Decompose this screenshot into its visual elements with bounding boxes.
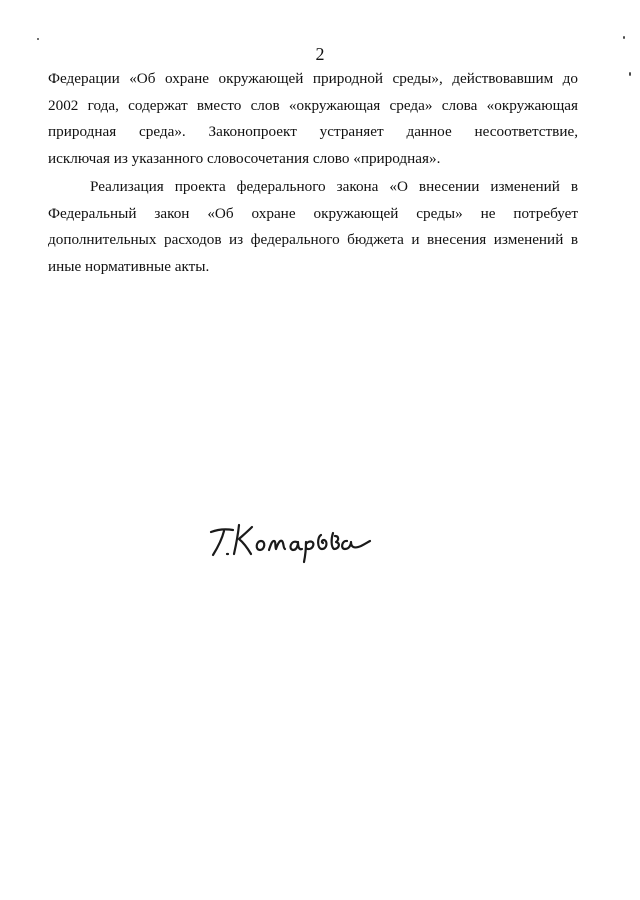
handwritten-signature [205, 505, 375, 565]
paragraph-1-line-2: 2002 года, содержат вместо слов «окружающая среда» слова «окружающая [48, 96, 578, 114]
scan-speck [629, 72, 631, 76]
paragraph-1-line-3: природная среда». Законопроект устраняет данное несоответствие, [48, 123, 578, 140]
paragraph-2-line-2: Федеральный закон «Об охране окружающей среды» не потребует [48, 204, 578, 222]
paragraph-1-line-4: исключая из указанного словосочетания слово «природная». [48, 149, 441, 167]
scan-speck [37, 38, 39, 40]
paragraph-1-line-1: Федерации «Об охране окружающей природной среды», действовавшим до [48, 70, 578, 87]
paragraph-2 [48, 174, 578, 280]
paragraph-2-line-4: иные нормативные акты. [48, 257, 210, 275]
paragraph-1 [48, 66, 578, 172]
page-number: 2 [315, 44, 325, 64]
paragraph-2-line-1: Реализация проекта федерального закона «О внесении изменений в [90, 178, 578, 195]
paragraph-2-line-3: дополнительных расходов из федерального бюджета и внесения изменений в [48, 231, 578, 248]
scan-speck [623, 36, 625, 39]
